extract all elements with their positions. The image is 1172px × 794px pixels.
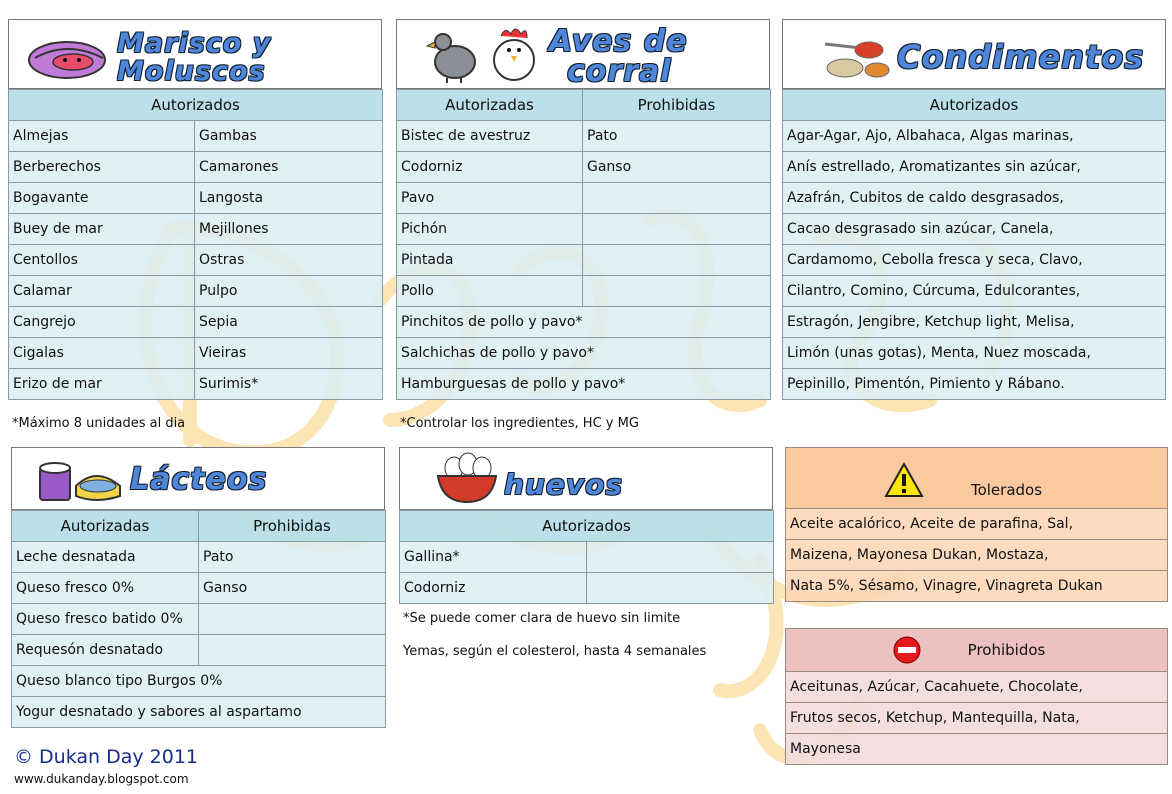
aves-header <box>396 19 770 89</box>
table-row <box>12 666 386 697</box>
huevos-note-1: *Se puede comer clara de huevo sin limite <box>403 611 681 626</box>
tolerados-panel <box>785 447 1168 607</box>
table-cell: Hamburguesas de pollo y pavo* <box>397 369 771 400</box>
table-row <box>783 214 1166 245</box>
spice-spoons-icon <box>821 34 891 84</box>
table-cell: Almejas <box>9 121 195 152</box>
table-cell: Pato <box>199 542 386 573</box>
table-row <box>786 509 1168 540</box>
tolerados-table <box>785 447 1168 602</box>
table-cell: Cilantro, Comino, Cúrcuma, Edulcorantes, <box>783 276 1166 307</box>
aves-note: *Controlar los ingredientes, HC y MG <box>400 416 639 431</box>
mariscos-table <box>8 89 383 400</box>
table-row <box>397 276 771 307</box>
condimentos-title: Condimentos <box>897 38 1145 76</box>
table-cell: Queso blanco tipo Burgos 0% <box>12 666 386 697</box>
table-cell: Azafrán, Cubitos de caldo desgrasados, <box>783 183 1166 214</box>
table-cell: Pichón <box>397 214 583 245</box>
table-row <box>9 183 383 214</box>
table-cell: Pinchitos de pollo y pavo* <box>397 307 771 338</box>
huevos-title: huevos <box>504 468 624 501</box>
table-row <box>783 183 1166 214</box>
table-row <box>397 369 771 400</box>
table-cell: Mejillones <box>195 214 383 245</box>
mariscos-note: *Máximo 8 unidades al dia <box>12 416 186 431</box>
table-row <box>397 214 771 245</box>
chicken-icon <box>487 24 541 84</box>
aves-header-prohibidas: Prohibidas <box>583 90 771 121</box>
table-row <box>12 604 386 635</box>
huevos-header <box>399 447 773 510</box>
table-row <box>400 542 774 573</box>
table-cell: Cigalas <box>9 338 195 369</box>
table-cell <box>199 635 386 666</box>
table-cell: Limón (unas gotas), Menta, Nuez moscada, <box>783 338 1166 369</box>
table-row <box>397 121 771 152</box>
table-row <box>783 369 1166 400</box>
table-cell <box>587 573 774 604</box>
table-row <box>9 369 383 400</box>
table-cell: Codorniz <box>400 573 587 604</box>
table-cell <box>583 245 771 276</box>
table-cell: Sepia <box>195 307 383 338</box>
huevos-table <box>399 510 774 604</box>
no-entry-icon <box>892 635 922 665</box>
table-row <box>397 183 771 214</box>
table-cell: Aceitunas, Azúcar, Cacahuete, Chocolate, <box>786 672 1168 703</box>
table-row <box>786 540 1168 571</box>
table-row <box>397 152 771 183</box>
aves-header-autorizadas: Autorizadas <box>397 90 583 121</box>
warning-icon <box>884 462 924 498</box>
mariscos-header <box>8 19 382 89</box>
table-cell: Pollo <box>397 276 583 307</box>
table-row <box>9 121 383 152</box>
mariscos-table-header: Autorizados <box>9 90 383 121</box>
clam-icon <box>27 34 111 80</box>
table-cell: Gallina* <box>400 542 587 573</box>
aves-panel <box>396 19 770 419</box>
blog-url-link[interactable]: www.dukanday.blogspot.com <box>14 772 189 786</box>
lacteos-panel <box>11 447 385 732</box>
table-row <box>9 276 383 307</box>
yogurt-icon <box>36 456 126 506</box>
table-cell: Vieiras <box>195 338 383 369</box>
table-cell: Estragón, Jengibre, Ketchup light, Melisa, <box>783 307 1166 338</box>
table-row <box>783 245 1166 276</box>
table-cell: Pepinillo, Pimentón, Pimiento y Rábano. <box>783 369 1166 400</box>
table-row <box>783 307 1166 338</box>
prohibidos-title: Prohibidos <box>967 641 1046 659</box>
copyright: © Dukan Day 2011 <box>14 746 199 768</box>
condimentos-panel <box>782 19 1166 419</box>
table-cell: Langosta <box>195 183 383 214</box>
table-cell: Yogur desnatado y sabores al aspartamo <box>12 697 386 728</box>
huevos-note-2: Yemas, según el colesterol, hasta 4 semanales <box>403 644 707 659</box>
table-row <box>397 338 771 369</box>
table-cell <box>583 183 771 214</box>
table-cell: Codorniz <box>397 152 583 183</box>
aves-table <box>396 89 771 400</box>
prohibidos-panel <box>785 628 1168 768</box>
lacteos-header-autorizadas: Autorizadas <box>12 511 199 542</box>
table-cell: Leche desnatada <box>12 542 199 573</box>
aves-title-line1: Aves de <box>549 24 688 59</box>
table-cell: Mayonesa <box>786 734 1168 765</box>
table-cell: Queso fresco 0% <box>12 573 199 604</box>
lacteos-header-prohibidas: Prohibidas <box>199 511 386 542</box>
huevos-table-header: Autorizados <box>400 511 774 542</box>
table-cell: Pintada <box>397 245 583 276</box>
table-cell: Camarones <box>195 152 383 183</box>
table-cell: Nata 5%, Sésamo, Vinagre, Vinagreta Dukan <box>786 571 1168 602</box>
table-cell: Berberechos <box>9 152 195 183</box>
table-row <box>783 152 1166 183</box>
table-cell: Cacao desgrasado sin azúcar, Canela, <box>783 214 1166 245</box>
lacteos-header <box>11 447 385 510</box>
table-row <box>786 571 1168 602</box>
table-cell: Pato <box>583 121 771 152</box>
table-cell: Ganso <box>583 152 771 183</box>
table-cell: Requesón desnatado <box>12 635 199 666</box>
table-cell: Bogavante <box>9 183 195 214</box>
table-cell: Agar-Agar, Ajo, Albahaca, Algas marinas, <box>783 121 1166 152</box>
condimentos-table <box>782 89 1166 400</box>
table-row <box>12 542 386 573</box>
table-cell: Maizena, Mayonesa Dukan, Mostaza, <box>786 540 1168 571</box>
table-row <box>400 573 774 604</box>
condimentos-header <box>782 19 1166 89</box>
table-row <box>786 734 1168 765</box>
aves-title-line2: corral <box>567 54 672 89</box>
mariscos-title: Marisco y Moluscos <box>117 28 272 87</box>
table-row <box>9 214 383 245</box>
table-row <box>783 276 1166 307</box>
table-cell: Bistec de avestruz <box>397 121 583 152</box>
table-cell: Gambas <box>195 121 383 152</box>
table-cell: Centollos <box>9 245 195 276</box>
table-cell: Frutos secos, Ketchup, Mantequilla, Nata, <box>786 703 1168 734</box>
table-row <box>9 152 383 183</box>
footer <box>14 746 198 786</box>
table-row <box>786 672 1168 703</box>
table-cell <box>587 542 774 573</box>
table-row <box>12 635 386 666</box>
prohibidos-table <box>785 628 1168 765</box>
tolerados-title: Tolerados <box>970 481 1043 499</box>
table-cell: Anís estrellado, Aromatizantes sin azúcar, <box>783 152 1166 183</box>
huevos-panel <box>399 447 773 607</box>
lacteos-title: Lácteos <box>130 462 268 497</box>
table-cell: Calamar <box>9 276 195 307</box>
table-cell: Erizo de mar <box>9 369 195 400</box>
table-cell: Ganso <box>199 573 386 604</box>
table-row <box>397 245 771 276</box>
table-cell: Ostras <box>195 245 383 276</box>
table-cell: Salchichas de pollo y pavo* <box>397 338 771 369</box>
condimentos-table-header: Autorizados <box>783 90 1166 121</box>
mariscos-panel <box>8 19 382 439</box>
table-row <box>9 307 383 338</box>
table-cell <box>583 214 771 245</box>
table-cell: Queso fresco batido 0% <box>12 604 199 635</box>
table-cell <box>583 276 771 307</box>
table-row <box>783 121 1166 152</box>
lacteos-table <box>11 510 386 728</box>
egg-bowl-icon <box>434 452 500 506</box>
table-cell <box>199 604 386 635</box>
table-row <box>397 307 771 338</box>
table-row <box>9 245 383 276</box>
table-cell: Pavo <box>397 183 583 214</box>
table-cell: Cangrejo <box>9 307 195 338</box>
table-cell: Pulpo <box>195 276 383 307</box>
table-row <box>9 338 383 369</box>
table-row <box>12 573 386 604</box>
table-row <box>786 703 1168 734</box>
table-row <box>783 338 1166 369</box>
table-cell: Cardamomo, Cebolla fresca y seca, Clavo, <box>783 245 1166 276</box>
table-cell: Aceite acalórico, Aceite de parafina, Sal, <box>786 509 1168 540</box>
table-cell: Buey de mar <box>9 214 195 245</box>
table-cell: Surimis* <box>195 369 383 400</box>
table-row <box>12 697 386 728</box>
turkey-icon <box>425 26 481 84</box>
